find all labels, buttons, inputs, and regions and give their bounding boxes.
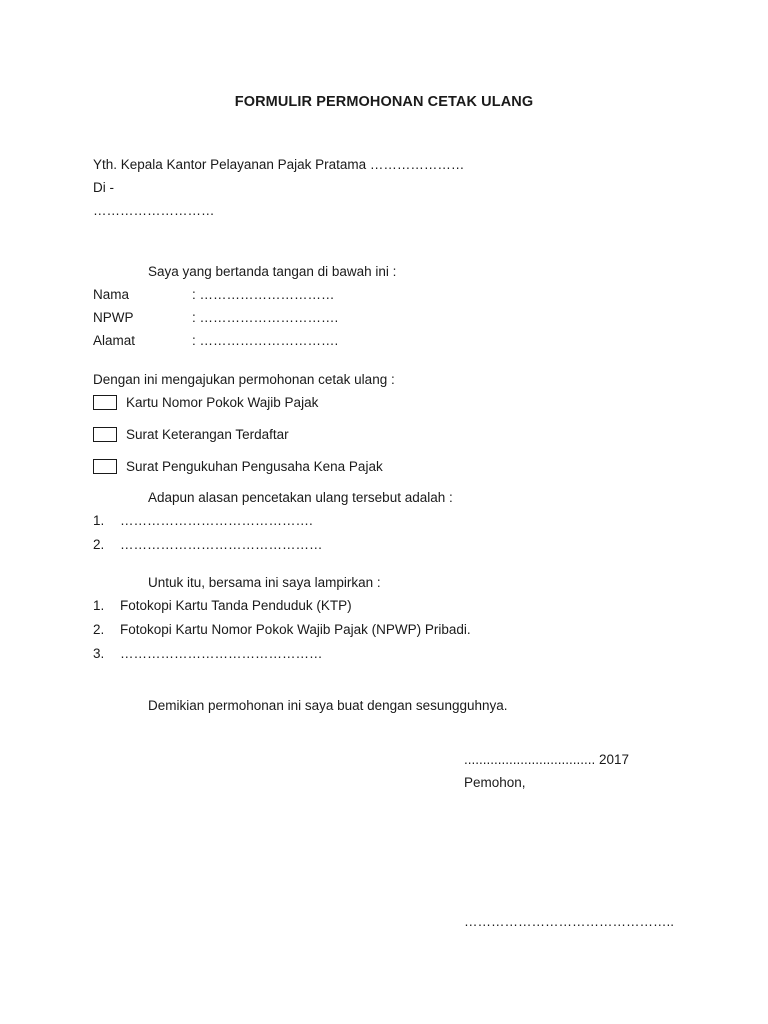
closing-statement: Demikian permohonan ini saya buat dengan sesungguhnya. — [148, 698, 508, 713]
attachment-text: Fotokopi Kartu Nomor Pokok Wajib Pajak (NPWP) Pribadi. — [120, 622, 471, 637]
signature-date: ................................... 2017 — [464, 752, 630, 767]
recipient-line: Yth. Kepala Kantor Pelayanan Pajak Pratama ………………… — [93, 157, 465, 172]
attachment-number: 2. — [93, 622, 105, 637]
option-label: Surat Keterangan Terdaftar — [126, 427, 289, 442]
field-label-alamat: Alamat — [93, 333, 136, 348]
attachment-number: 1. — [93, 598, 105, 613]
reason-text: ……………………………………. — [120, 513, 313, 528]
field-value-nama: : ………………………… — [192, 287, 335, 302]
form-title: FORMULIR PERMOHONAN CETAK ULANG — [234, 94, 534, 110]
option-label: Surat Pengukuhan Pengusaha Kena Pajak — [126, 459, 383, 474]
field-value-npwp: : …………………………. — [192, 310, 339, 325]
attachment-number: 3. — [93, 646, 105, 661]
signature-role: Pemohon, — [464, 775, 526, 790]
checkbox[interactable] — [93, 427, 117, 442]
field-value-alamat: : …………………………. — [192, 333, 339, 348]
checkbox[interactable] — [93, 395, 117, 410]
reason-number: 2. — [93, 537, 105, 552]
option-label: Kartu Nomor Pokok Wajib Pajak — [126, 395, 319, 410]
field-label-nama: Nama — [93, 287, 130, 302]
attachment-text: Fotokopi Kartu Tanda Penduduk (KTP) — [120, 598, 352, 613]
recipient-di: Di - — [93, 180, 114, 195]
reason-number: 1. — [93, 513, 105, 528]
checkbox[interactable] — [93, 459, 117, 474]
reason-intro: Adapun alasan pencetakan ulang tersebut adalah : — [148, 490, 453, 505]
attachment-text: ……………………………………… — [120, 646, 323, 661]
request-intro: Dengan ini mengajukan permohonan cetak ulang : — [93, 372, 395, 387]
signature-name: ……………………………………….. — [464, 914, 675, 929]
field-label-npwp: NPWP — [93, 310, 134, 325]
attach-intro: Untuk itu, bersama ini saya lampirkan : — [148, 575, 381, 590]
reason-text: ……………………………………… — [120, 537, 323, 552]
recipient-place: ……………………… — [93, 203, 215, 218]
intro-statement: Saya yang bertanda tangan di bawah ini : — [148, 264, 397, 279]
